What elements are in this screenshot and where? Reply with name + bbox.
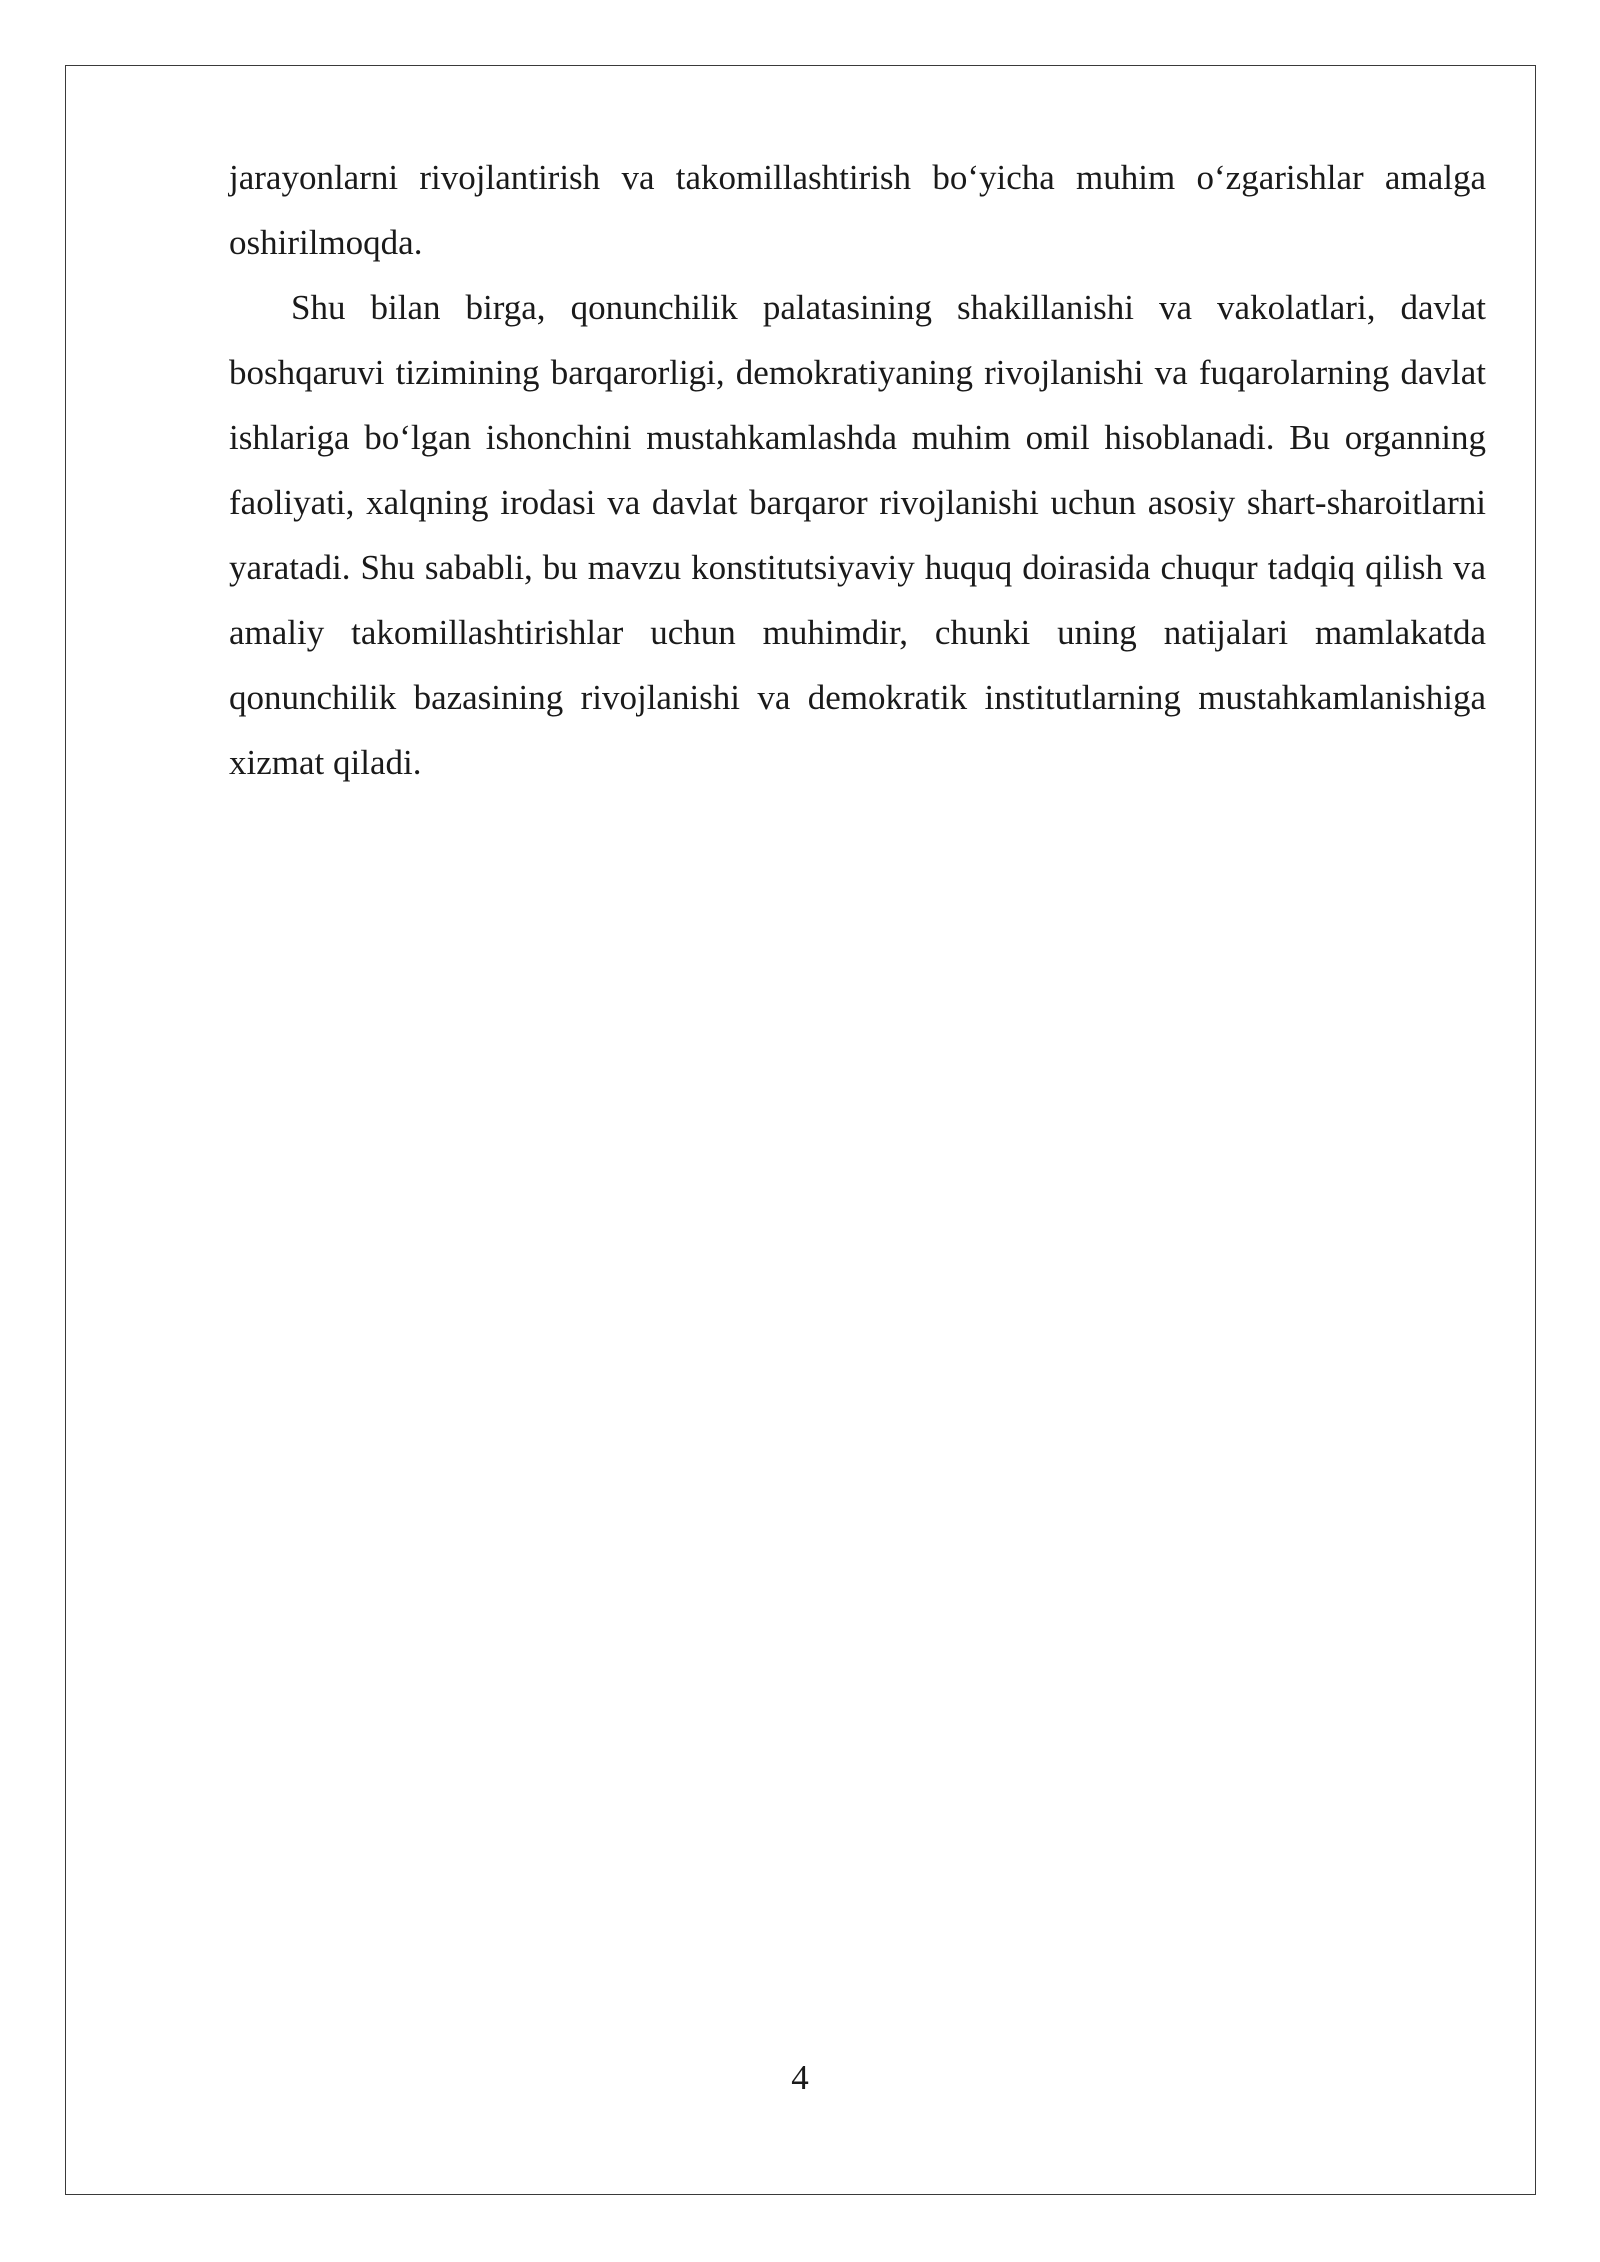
page-number: 4 <box>791 2058 809 2097</box>
body-text <box>229 145 1486 795</box>
paragraph-continuation: jarayonlarni rivojlantirish va takomillashtirish bo‘yicha muhim o‘zgarishlar amalga oshirilmoqda. <box>229 158 1486 262</box>
paragraph-main: Shu bilan birga, qonunchilik palatasining shakillanishi va vakolatlari, davlat boshqaruvi tizimining barqarorligi, demokratiyaning rivojlanishi va fuqarolarning davlat ishlariga bo‘lgan ishonchini mustahkamlashda muhim omil hisoblanadi. Bu organning faoliyati, xalqning irodasi va davlat barqaror rivojlanishi uchun asosiy shart-sharoitlarni yaratadi. Shu sababli, bu mavzu konstitutsiyaviy huquq doirasida chuqur tadqiq qilish va amaliy takomillashtirishlar uchun muhimdir, chunki uning natijalari mamlakatda qonunchilik bazasining rivojlanishi va demokratik institutlarning mustahkamlanishiga xizmat qiladi. <box>229 288 1486 782</box>
